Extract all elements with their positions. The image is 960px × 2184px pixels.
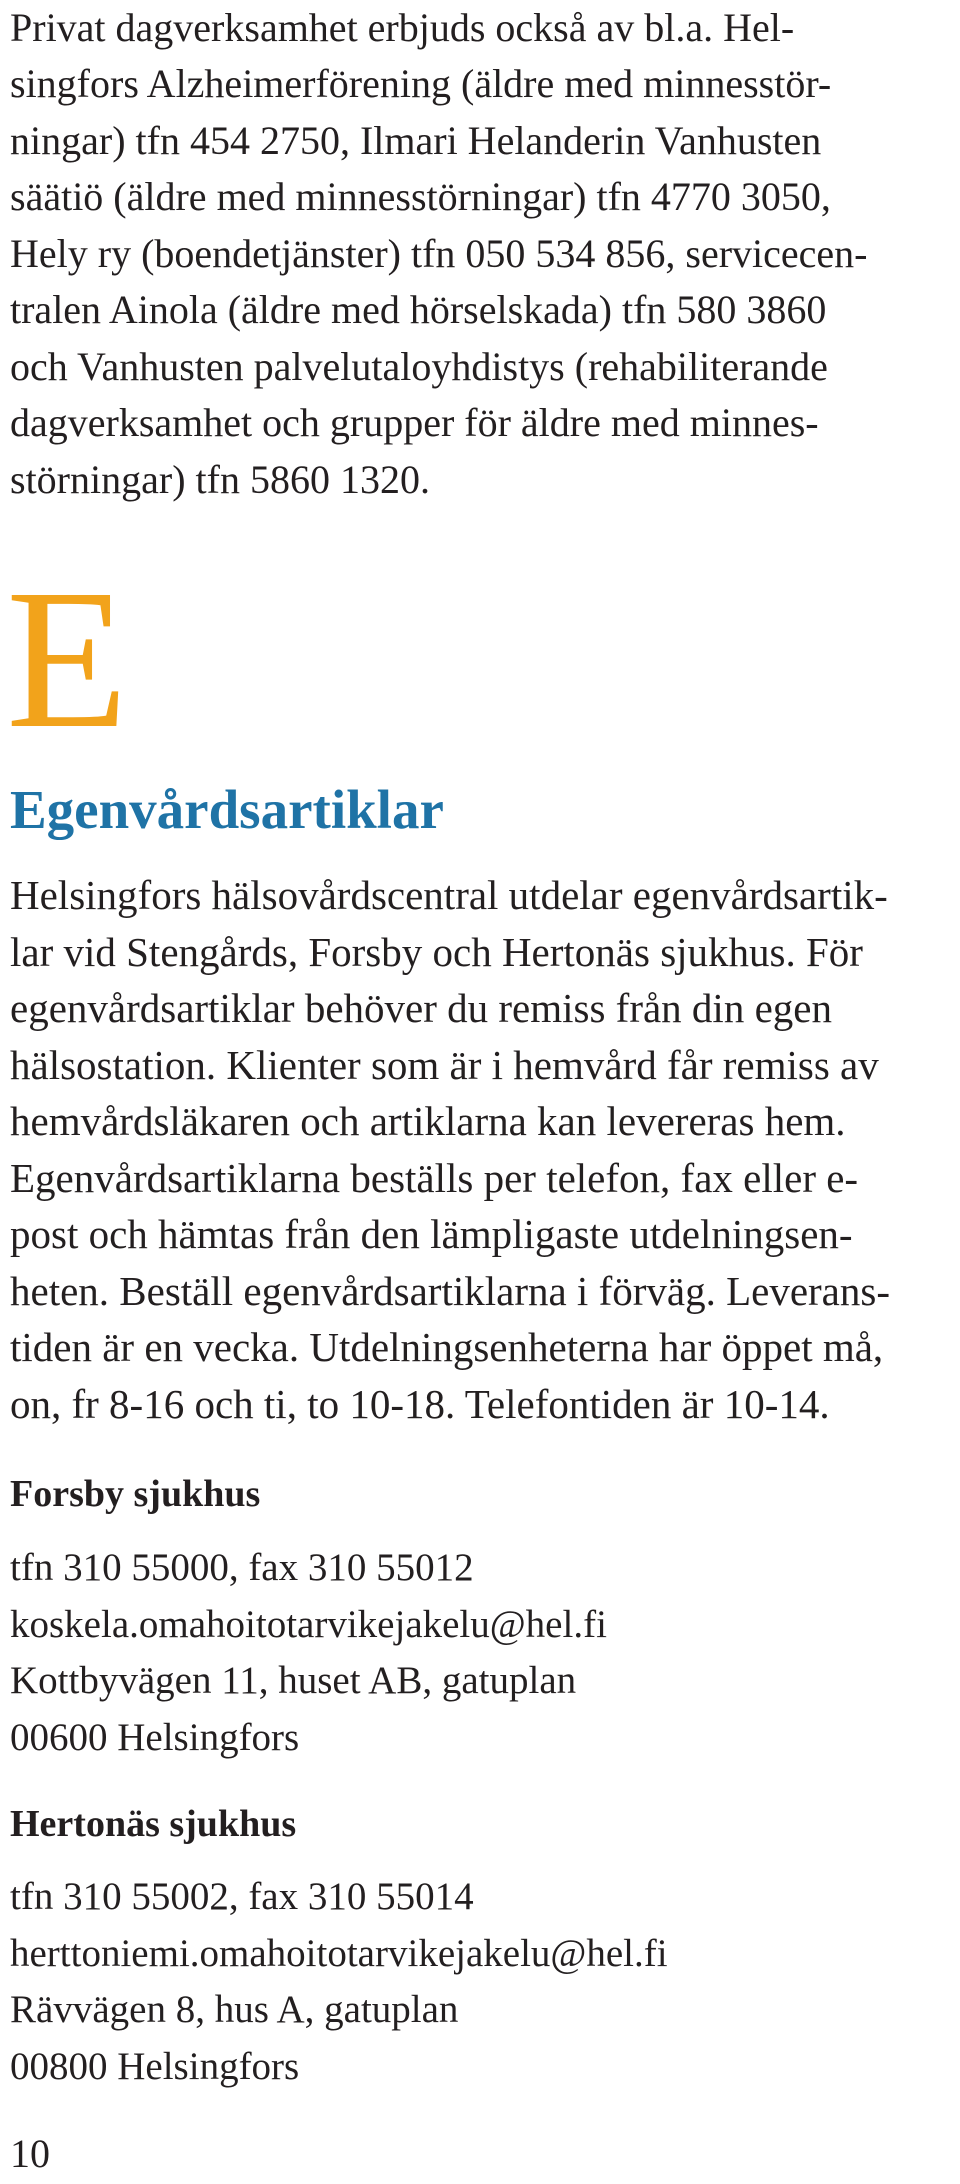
street-address: Kottbyvägen 11, huset AB, gatuplan: [10, 1659, 577, 1702]
body-line: Egenvårdsartiklarna beställs per telefon, fax eller e-: [10, 1155, 859, 1201]
intro-line: störningar) tfn 5860 1320.: [10, 457, 430, 502]
body-line: tiden är en vecka. Utdelningsenheterna har öppet må,: [10, 1324, 884, 1370]
phone-fax: tfn 310 55002, fax 310 55014: [10, 1875, 474, 1918]
location-name: Hertonäs sjukhus: [10, 1803, 297, 1845]
intro-line: tralen Ainola (äldre med hörselskada) tfn 580 3860: [10, 287, 827, 332]
page-number: 10: [10, 2131, 50, 2176]
postal-address: 00600 Helsingfors: [10, 1716, 300, 1759]
street-address: Rävvägen 8, hus A, gatuplan: [10, 1988, 459, 2031]
body-line: on, fr 8-16 och ti, to 10-18. Telefontiden är 10-14.: [10, 1381, 830, 1427]
body-line: post och hämtas från den lämpligaste utdelningsen-: [10, 1211, 853, 1257]
postal-address: 00800 Helsingfors: [10, 2045, 300, 2088]
intro-line: ningar) tfn 454 2750, Ilmari Helanderin Vanhusten: [10, 118, 822, 163]
intro-line: dagverksamhet och grupper för äldre med minnes-: [10, 400, 819, 445]
section-title: Egenvårdsartiklar: [10, 779, 444, 840]
phone-fax: tfn 310 55000, fax 310 55012: [10, 1546, 474, 1589]
intro-line: singfors Alzheimerförening (äldre med minnesstör-: [10, 61, 832, 106]
intro-line: och Vanhusten palvelutaloyhdistys (rehabiliterande: [10, 344, 828, 389]
intro-line: Privat dagverksamhet erbjuds också av bl.a. Hel-: [10, 5, 795, 50]
body-line: hälsostation. Klienter som är i hemvård får remiss av: [10, 1042, 879, 1088]
body-line: hemvårdsläkaren och artiklarna kan levereras hem.: [10, 1098, 846, 1144]
body-line: lar vid Stengårds, Forsby och Hertonäs sjukhus. För: [10, 929, 863, 975]
body-line: egenvårdsartiklar behöver du remiss från din egen: [10, 985, 832, 1031]
drop-cap-letter: E: [6, 549, 129, 770]
body-line: Helsingfors hälsovårdscentral utdelar egenvårdsartik-: [10, 872, 888, 918]
email-link[interactable]: herttoniemi.omahoitotarvikejakelu@hel.fi: [10, 1932, 668, 1975]
email-link[interactable]: koskela.omahoitotarvikejakelu@hel.fi: [10, 1603, 607, 1646]
body-line: heten. Beställ egenvårdsartiklarna i förväg. Leverans-: [10, 1268, 890, 1314]
location-name: Forsby sjukhus: [10, 1473, 261, 1515]
intro-line: säätiö (äldre med minnesstörningar) tfn 4770 3050,: [10, 174, 831, 219]
intro-line: Hely ry (boendetjänster) tfn 050 534 856, servicecen-: [10, 231, 868, 276]
